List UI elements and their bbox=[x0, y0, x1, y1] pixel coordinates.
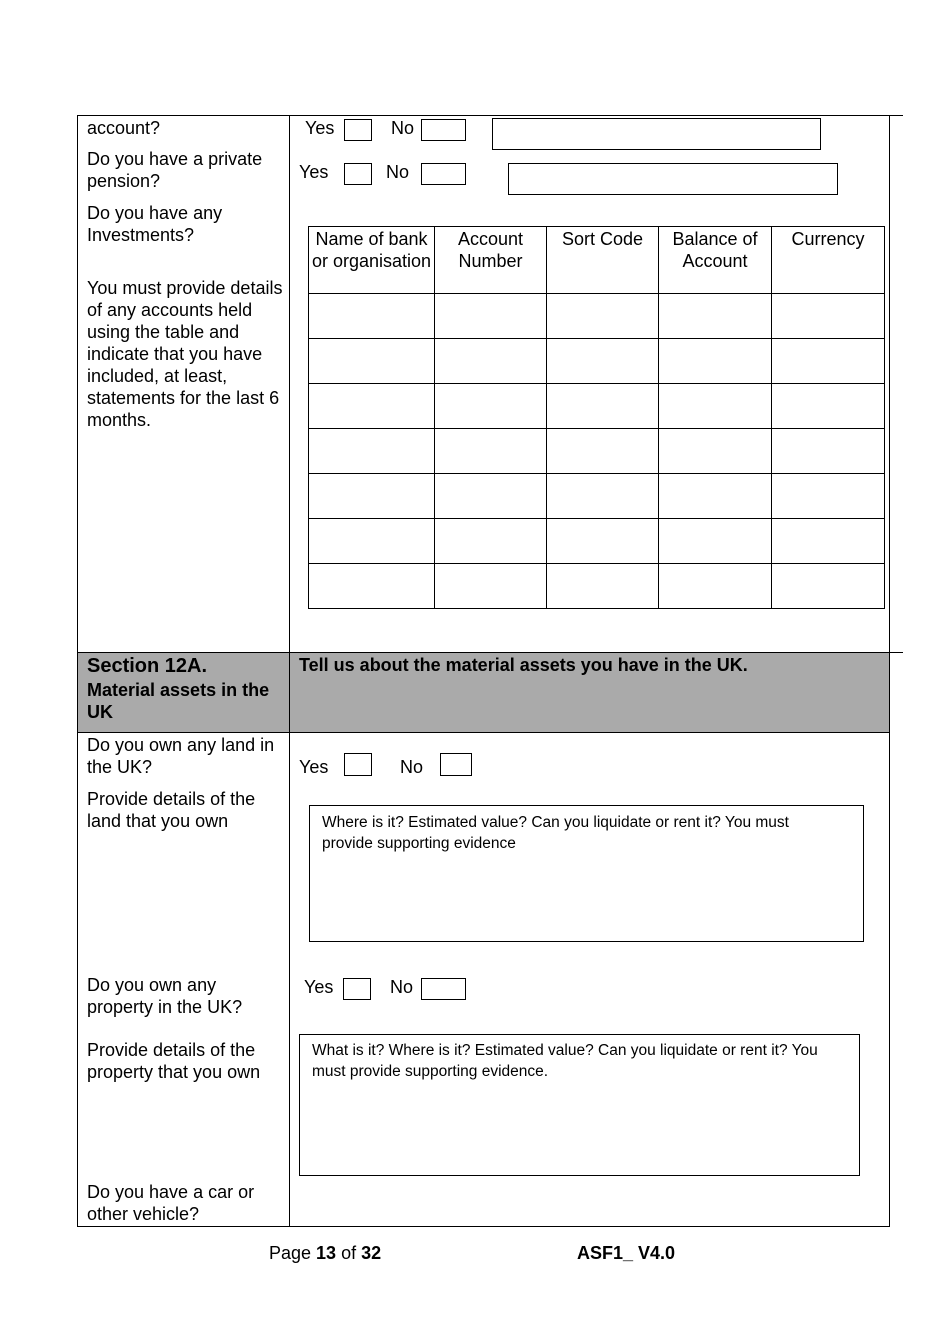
header-balance: Balance of Account bbox=[659, 227, 772, 294]
table-cell[interactable] bbox=[547, 429, 659, 474]
table-cell[interactable] bbox=[309, 339, 435, 384]
pension-question: Do you have a private pension? bbox=[87, 149, 263, 191]
header-account-number: Account Number bbox=[435, 227, 547, 294]
page-total: 32 bbox=[361, 1243, 382, 1263]
header-bank-name: Name of bank or organisation bbox=[309, 227, 435, 294]
table-row bbox=[309, 564, 885, 609]
account-yes-label: Yes bbox=[305, 118, 335, 138]
pension-no-label: No bbox=[386, 162, 410, 182]
account-question-tail: account? bbox=[87, 118, 161, 138]
land-yes-label: Yes bbox=[299, 757, 329, 777]
page-prefix: Page bbox=[269, 1243, 317, 1263]
pension-details-input[interactable] bbox=[508, 163, 838, 195]
frame-top-border bbox=[77, 115, 890, 116]
table-cell[interactable] bbox=[659, 429, 772, 474]
form-reference: ASF1_ V4.0 bbox=[577, 1243, 676, 1263]
land-no-checkbox[interactable] bbox=[440, 753, 472, 776]
table-cell[interactable] bbox=[772, 519, 885, 564]
section-12a-title: Material assets in the UK bbox=[87, 680, 270, 722]
table-row bbox=[309, 429, 885, 474]
table-cell[interactable] bbox=[659, 339, 772, 384]
property-no-label: No bbox=[390, 977, 414, 997]
section-12a-number: Section 12A. bbox=[87, 655, 208, 677]
table-row bbox=[309, 384, 885, 429]
section-12a-instruction: Tell us about the material assets you have in the UK. bbox=[299, 655, 748, 675]
table-cell[interactable] bbox=[435, 429, 547, 474]
table-cell[interactable] bbox=[772, 564, 885, 609]
accounts-table-header-row bbox=[309, 227, 885, 294]
header-sort-code: Sort Code bbox=[547, 227, 659, 294]
table-cell[interactable] bbox=[772, 339, 885, 384]
table-cell[interactable] bbox=[309, 294, 435, 339]
account-yes-checkbox[interactable] bbox=[344, 119, 372, 141]
table-cell[interactable] bbox=[547, 339, 659, 384]
table-cell[interactable] bbox=[659, 384, 772, 429]
page-current: 13 bbox=[316, 1243, 337, 1263]
section-12a-bottom-border bbox=[77, 732, 890, 733]
table-cell[interactable] bbox=[309, 564, 435, 609]
table-row bbox=[309, 339, 885, 384]
page-number bbox=[269, 1242, 381, 1264]
investments-question: Do you have any Investments? bbox=[87, 203, 223, 245]
property-details-textbox[interactable] bbox=[299, 1034, 860, 1176]
table-cell[interactable] bbox=[547, 474, 659, 519]
land-yes-checkbox[interactable] bbox=[344, 753, 372, 776]
pension-yes-checkbox[interactable] bbox=[344, 163, 372, 185]
account-details-input[interactable] bbox=[492, 118, 821, 150]
accounts-note: You must provide details of any accounts held using the table and indicate that you have included, at least, statements for the last 6 months. bbox=[87, 278, 283, 430]
table-cell[interactable] bbox=[309, 429, 435, 474]
land-details-label: Provide details of the land that you own bbox=[87, 789, 256, 831]
frame-top-overhang bbox=[889, 115, 903, 116]
pension-no-checkbox[interactable] bbox=[421, 163, 466, 185]
table-cell[interactable] bbox=[435, 519, 547, 564]
table-cell[interactable] bbox=[547, 384, 659, 429]
table-cell[interactable] bbox=[772, 474, 885, 519]
page-of: of bbox=[336, 1243, 362, 1263]
land-question: Do you own any land in the UK? bbox=[87, 735, 275, 777]
section-12a-top-border bbox=[77, 652, 890, 653]
table-cell[interactable] bbox=[547, 564, 659, 609]
section-12a-divider bbox=[289, 652, 290, 733]
account-no-checkbox[interactable] bbox=[421, 119, 466, 141]
table-cell[interactable] bbox=[772, 384, 885, 429]
table-cell[interactable] bbox=[309, 474, 435, 519]
table-cell[interactable] bbox=[435, 384, 547, 429]
table-cell[interactable] bbox=[659, 564, 772, 609]
table-cell[interactable] bbox=[547, 294, 659, 339]
table-row bbox=[309, 519, 885, 564]
property-yes-label: Yes bbox=[304, 977, 334, 997]
table-cell[interactable] bbox=[309, 384, 435, 429]
table-cell[interactable] bbox=[435, 474, 547, 519]
table-row bbox=[309, 294, 885, 339]
frame-bottom-border bbox=[77, 1226, 890, 1227]
table-cell[interactable] bbox=[435, 339, 547, 384]
land-details-textbox[interactable] bbox=[309, 805, 864, 942]
account-no-label: No bbox=[391, 118, 415, 138]
frame-section-overhang bbox=[889, 652, 903, 653]
land-no-label: No bbox=[400, 757, 424, 777]
header-currency: Currency bbox=[772, 227, 885, 294]
pension-yes-label: Yes bbox=[299, 162, 329, 182]
property-details-hint: What is it? Where is it? Estimated value? Can you liquidate or rent it? You must provide supporting evidence. bbox=[312, 1042, 818, 1080]
table-cell[interactable] bbox=[659, 474, 772, 519]
table-cell[interactable] bbox=[659, 294, 772, 339]
property-question: Do you own any property in the UK? bbox=[87, 975, 243, 1017]
table-cell[interactable] bbox=[547, 519, 659, 564]
frame-right-border bbox=[889, 115, 890, 1227]
property-yes-checkbox[interactable] bbox=[343, 978, 371, 1000]
table-cell[interactable] bbox=[435, 294, 547, 339]
table-cell[interactable] bbox=[435, 564, 547, 609]
land-details-hint: Where is it? Estimated value? Can you liquidate or rent it? You must provide supporting evidence bbox=[322, 814, 789, 852]
property-no-checkbox[interactable] bbox=[421, 978, 466, 1000]
table-row bbox=[309, 474, 885, 519]
table-cell[interactable] bbox=[309, 519, 435, 564]
accounts-table bbox=[308, 226, 885, 609]
table-cell[interactable] bbox=[659, 519, 772, 564]
vehicle-question: Do you have a car or other vehicle? bbox=[87, 1182, 255, 1224]
property-details-label: Provide details of the property that you own bbox=[87, 1040, 261, 1082]
table-cell[interactable] bbox=[772, 429, 885, 474]
table-cell[interactable] bbox=[772, 294, 885, 339]
